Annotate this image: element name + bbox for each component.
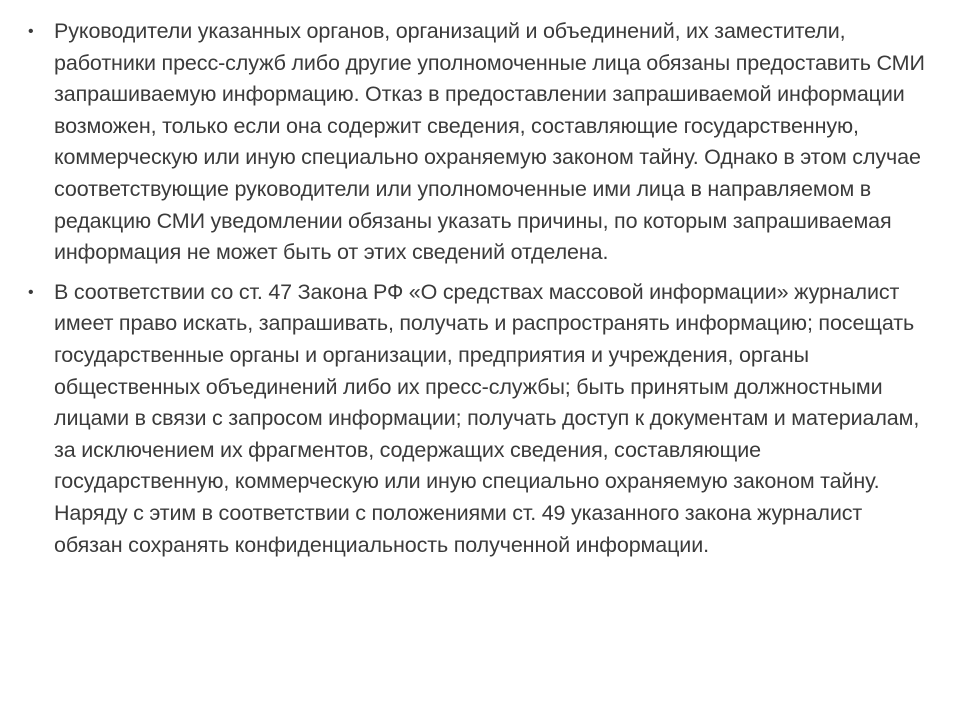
bullet-text: Руководители указанных органов, организаций и объединений, их заместители, работники пресс-служб либо другие уполномоченные лица обязаны предоставить СМИ запрашиваемую информацию. Отказ в предоставлении запрашиваемой информации возможен, только если она содержит сведения, составляющие государственную, коммерческую или иную специально охраняемую законом тайну. Однако в этом случае соответствующие руководители или уполномоченные ими лица в направляемом в редакцию СМИ уведомлении обязаны указать причины, по которым запрашиваемая информация не может быть от этих сведений отделена. — [54, 19, 925, 265]
bullet-icon: • — [28, 283, 34, 301]
bullet-icon: • — [28, 23, 34, 40]
bullet-list — [28, 16, 928, 561]
bullet-item-journalist-rights — [28, 277, 928, 561]
bullet-text: В соответствии со ст. 47 Закона РФ «О средствах массовой информации» журналист имеет право искать, запрашивать, получать и распространять информацию; посещать государственные органы и организации, предприятия и учреждения, органы общественных объединений либо их пресс-службы; быть принятым должностными лицами в связи с запросом информации; получать доступ к документам и материалам, за исключением их фрагментов, содержащих сведения, составляющие государственную, коммерческую или иную специально охраняемую законом тайну. Наряду с этим в соответствии с положениями ст. 49 указанного закона журналист обязан сохранять конфиденциальность полученной информации. — [54, 279, 920, 557]
bullet-item-access-refusal — [28, 16, 928, 269]
